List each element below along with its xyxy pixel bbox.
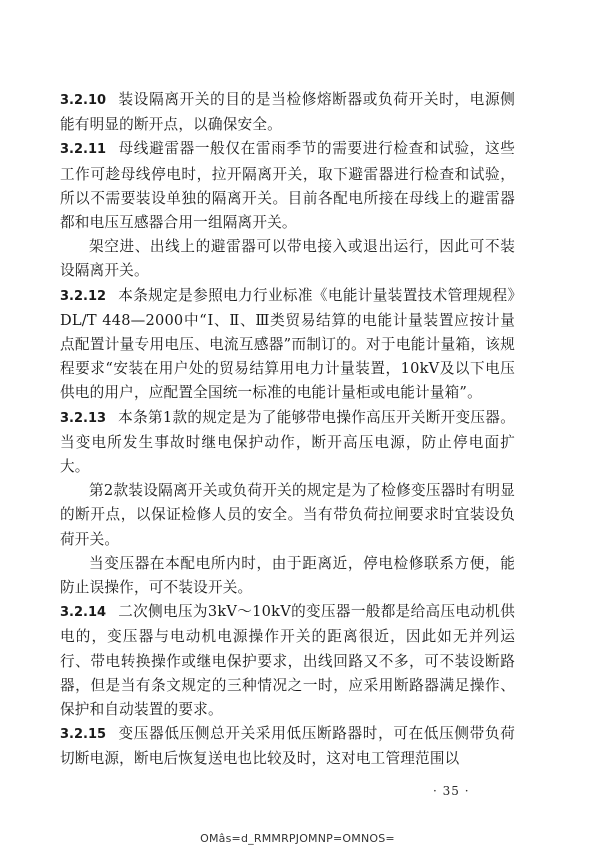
paragraph-text: 当变压器在本配电所内时，由于距离近，停电检修联系方便，能防止误操作，可不装设开关。 bbox=[60, 554, 515, 597]
continuation-paragraph bbox=[60, 552, 515, 600]
clause-paragraph bbox=[60, 600, 515, 722]
clause-paragraph bbox=[60, 284, 515, 406]
paragraph-text: 本条规定是参照电力行业标准《电能计量装置技术管理规程》DL/T 448—2000中“Ⅰ、Ⅱ、Ⅲ类贸易结算的电能计量装置应按计量点配置计量专用电压、电流互感器”而制订的。对于电能计量箱，该规程要求“安装在用户处的贸易结算用电力计量装置，10kV及以下电压供电的用户，应配置全国统一标准的电能计量柜或电能计量箱”。 bbox=[60, 286, 515, 402]
footer-code: OMâs=d_RMMRPJOMNP=OMNOS= bbox=[200, 832, 395, 845]
continuation-paragraph bbox=[60, 479, 515, 552]
clause-number: 3.2.12 bbox=[60, 288, 107, 304]
continuation-paragraph bbox=[60, 235, 515, 283]
clause-number: 3.2.11 bbox=[60, 142, 107, 158]
clause-number: 3.2.13 bbox=[60, 410, 107, 426]
clause-paragraph bbox=[60, 137, 515, 235]
clause-number: 3.2.15 bbox=[60, 727, 107, 743]
clause-number: 3.2.14 bbox=[60, 605, 107, 621]
clause-paragraph bbox=[60, 406, 515, 480]
clause-paragraph bbox=[60, 722, 515, 771]
clause-number: 3.2.10 bbox=[60, 93, 107, 108]
paragraph-text: 二次侧电压为3kV～10kV的变压器一般都是给高压电动机供电的，变压器与电动机电源操作开关的距离很近，因此如无并列运行、带电转换操作或继电保护要求，出线回路又不多，可不装设断路器，但是当有条文规定的三种情况之一时，应采用断路器满足操作、保护和自动装置的要求。 bbox=[60, 603, 515, 719]
body-text bbox=[60, 88, 515, 772]
paragraph-text: 母线避雷器一般仅在雷雨季节的需要进行检查和试验，这些工作可趁母线停电时，拉开隔离开关，取下避雷器进行检查和试验，所以不需要装设单独的隔离开关。目前各配电所接在母线上的避雷器都和电压互感器合用一组隔离开关。 bbox=[60, 140, 515, 232]
paragraph-text: 架空进、出线上的避雷器可以带电接入或退出运行，因此可不装设隔离开关。 bbox=[60, 238, 515, 280]
paragraph-text: 本条第1款的规定是为了能够带电操作高压开关断开变压器。当变电所发生事故时继电保护动作，断开高压电源，防止停电面扩大。 bbox=[60, 408, 515, 476]
paragraph-text: 变压器低压侧总开关采用低压断路器时，可在低压侧带负荷切断电源，断电后恢复送电也比较及时，这对电工管理范围以 bbox=[60, 725, 515, 768]
paragraph-text: 第2款装设隔离开关或负荷开关的规定是为了检修变压器时有明显的断开点，以保证检修人员的安全。当有带负荷拉闸要求时宜装设负荷开关。 bbox=[60, 482, 515, 548]
page-number: · 35 · bbox=[433, 784, 470, 798]
clause-paragraph bbox=[60, 88, 515, 137]
paragraph-text: 装设隔离开关的目的是当检修熔断器或负荷开关时，电源侧能有明显的断开点，以确保安全。 bbox=[60, 91, 515, 134]
